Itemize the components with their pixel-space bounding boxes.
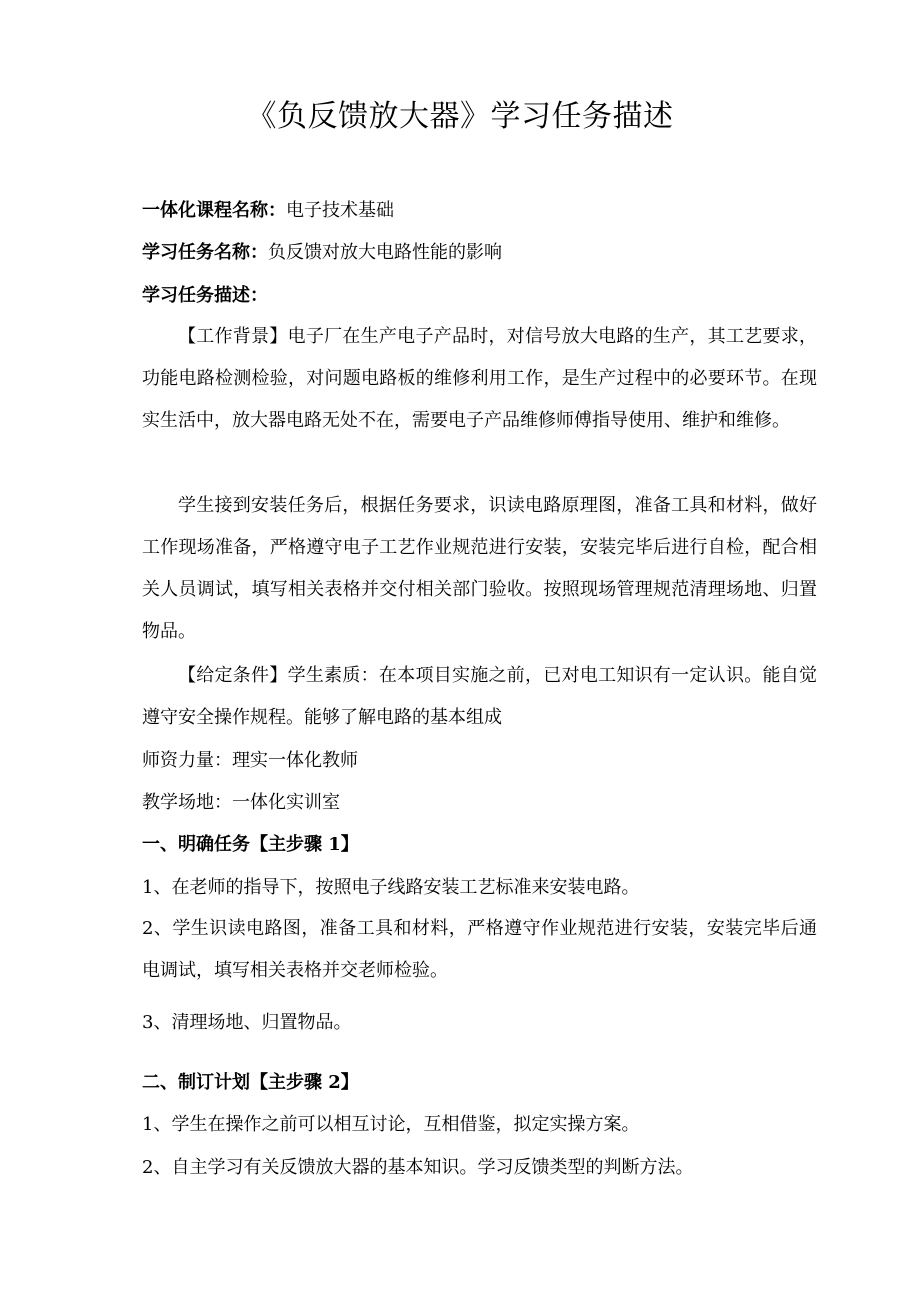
work-background-paragraph xyxy=(142,316,817,442)
venue-line: 教学场地：一体化实训室 xyxy=(142,792,340,813)
course-name-line xyxy=(142,198,394,224)
document-title: 《负反馈放大器》学习任务描述 xyxy=(246,99,674,134)
teachers-line: 师资力量：理实一体化教师 xyxy=(142,750,358,771)
step1-heading-number: 1 xyxy=(328,834,341,855)
step2-item: 2、自主学习有关反馈放大器的基本知识。学习反馈类型的判断方法。 xyxy=(142,1157,694,1178)
task-description-line xyxy=(142,283,268,309)
step2-heading-number: 2 xyxy=(328,1072,341,1093)
step2-heading-suffix: 】 xyxy=(340,1072,359,1093)
task-description-label: 学习任务描述： xyxy=(142,285,268,306)
step1-item: 1、在老师的指导下，按照电子线路安装工艺标准来安装电路。 xyxy=(142,877,640,898)
task-name-value: 负反馈对放大电路性能的影响 xyxy=(268,242,502,263)
step1-item: 2、学生识读电路图，准备工具和材料，严格遵守作业规范进行安装，安装完毕后通电调试，填写相关表格并交老师检验。 xyxy=(142,918,817,981)
work-background-text: 电子厂在生产电子产品时，对信号放大电路的生产，其工艺要求，功能电路检测检验，对问题电路板的维修利用工作，是生产过程中的必要环节。在现实生活中，放大器电路无处不在，需要电子产品维修师傅指导使用、维护和维修。 xyxy=(142,326,818,431)
course-name-label: 一体化课程名称： xyxy=(142,200,286,221)
course-name-value: 电子技术基础 xyxy=(286,200,394,221)
student-process-paragraph: 学生接到安装任务后，根据任务要求，识读电路原理图，准备工具和材料，做好工作现场准备，严格遵守电子工艺作业规范进行安装，安装完毕后进行自检，配合相关人员调试，填写相关表格并交付相关部门验收。按照现场管理规范清理场地、归置物品。 xyxy=(142,495,817,642)
task-name-line xyxy=(142,240,502,266)
step2-item: 1、学生在操作之前可以相互讨论，互相借鉴，拟定实操方案。 xyxy=(142,1114,640,1135)
step2-heading xyxy=(142,1070,359,1096)
step1-heading xyxy=(142,832,359,858)
task-name-label: 学习任务名称： xyxy=(142,242,268,263)
given-conditions-paragraph xyxy=(142,655,817,739)
given-conditions-text: 学生素质：在本项目实施之前，已对电工知识有一定认识。能自觉遵守安全操作规程。能够了解电路的基本组成 xyxy=(142,665,818,728)
step1-heading-prefix: 一、明确任务【主步骤 xyxy=(142,834,329,855)
step1-heading-suffix: 】 xyxy=(340,834,359,855)
step2-heading-prefix: 二、制订计划【主步骤 xyxy=(142,1072,329,1093)
given-conditions-tag: 【给定条件】 xyxy=(178,665,288,686)
work-background-tag: 【工作背景】 xyxy=(178,326,288,347)
step1-item: 3、清理场地、归置物品。 xyxy=(142,1012,352,1033)
